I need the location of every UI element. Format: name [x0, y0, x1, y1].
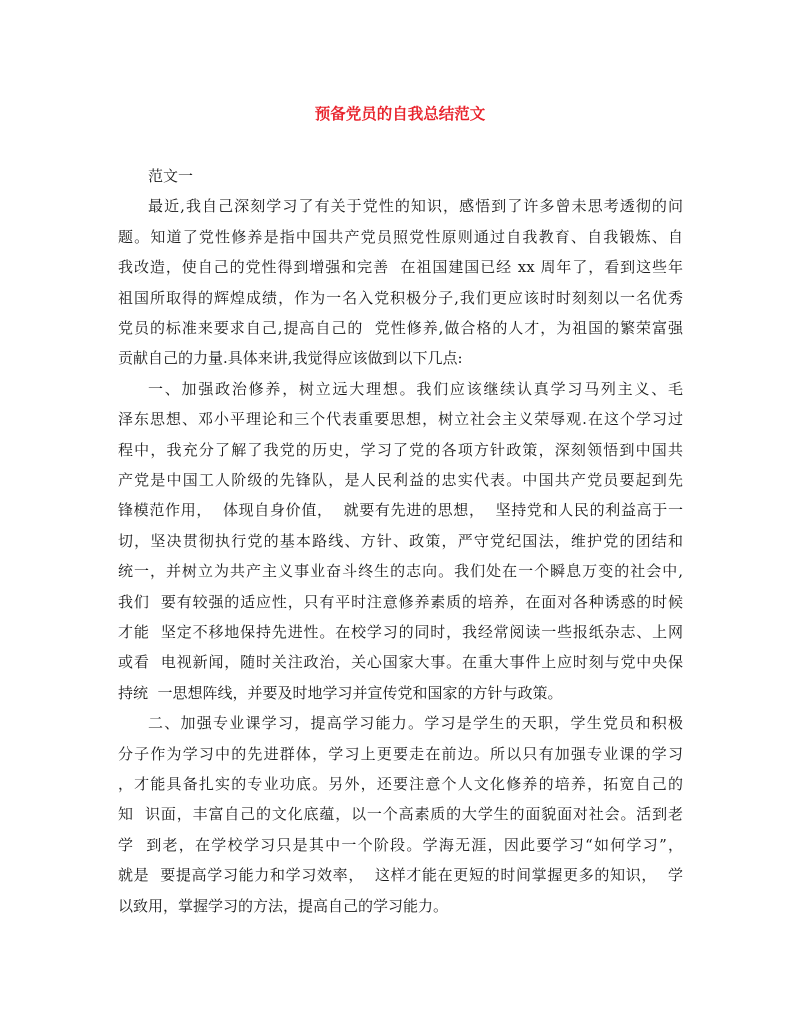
text-line: 程中，我充分了解了我党的历史，学习了党的各项方针政策，深刻领悟到中国共 — [118, 440, 683, 459]
text-line: 一、加强政治修养，树立远大理想。我们应该继续认真学习马列主义、毛 — [148, 379, 683, 398]
text-line: 党员的标准来要求自己,提高自己的 党性修养,做合格的人才，为祖国的繁荣富强 — [118, 319, 683, 337]
text-line: 题。知道了党性修养是指中国共产党员照党性原则通过自我教育、自我锻炼、自 — [118, 227, 683, 246]
text-line: 持统 一思想阵线，并要及时地学习并宣传党和国家的方针与政策。 — [118, 683, 563, 702]
text-line: 学 到老，在学校学习只是其中一个阶段。学海无涯，因此要学习“如何学习”， — [118, 835, 683, 854]
text-line: 祖国所取得的辉煌成绩，作为一名入党积极分子,我们更应该时时刻刻以一名优秀 — [118, 288, 683, 307]
text-line: 分子作为学习中的先进群体，学习上更要走在前边。所以只有加强专业课的学习 — [118, 744, 683, 763]
text-line: 最近,我自己深刻学习了有关于党性的知识，感悟到了许多曾未思考透彻的问 — [148, 197, 683, 216]
text-line: 切，坚决贯彻执行党的基本路线、方针、政策，严守党纪国法，维护党的团结和 — [118, 531, 683, 550]
text-line: 贡献自己的力量.具体来讲,我觉得应该做到以下几点: — [118, 349, 463, 368]
text-line: ，才能具备扎实的专业功底。另外，还要注意个人文化修养的培养，拓宽自己的 — [118, 775, 683, 793]
text-line: 我们 要有较强的适应性，只有平时注意修养素质的培养，在面对各种诱惑的时候 — [118, 592, 683, 611]
text-line: 统一，并树立为共产主义事业奋斗终生的志向。我们处在一个瞬息万变的社会中, — [118, 562, 683, 581]
text-line: 产党是中国工人阶级的先锋队，是人民利益的忠实代表。中国共产党员要起到先 — [118, 471, 683, 489]
text-line: 锋模范作用， 体现自身价值， 就要有先进的思想， 坚持党和人民的利益高于一 — [118, 501, 683, 520]
text-line: 或看 电视新闻，随时关注政治，关心国家大事。在重大事件上应时刻与党中央保 — [118, 653, 683, 672]
text-line: 泽东思想、邓小平理论和三个代表重要思想，树立社会主义荣辱观.在这个学习过 — [118, 410, 683, 429]
text-line: 就是 要提高学习能力和学习效率， 这样才能在更短的时间掌握更多的知识， 学 — [118, 866, 683, 885]
document-title: 预备党员的自我总结范文 — [314, 105, 486, 123]
text-line: 二、加强专业课学习，提高学习能力。学习是学生的天职，学生党员和积极 — [148, 714, 683, 733]
text-line: 范文一 — [148, 167, 194, 185]
text-line: 我改造，使自己的党性得到增强和完善 在祖国建国已经 xx 周年了，看到这些年 — [118, 258, 683, 277]
text-line: 知 识面，丰富自己的文化底蕴，以一个高素质的大学生的面貌面对社会。活到老 — [118, 805, 683, 824]
text-line: 以致用，掌握学习的方法，提高自己的学习能力。 — [118, 896, 449, 915]
text-line: 才能 坚定不移地保持先进性。在校学习的同时，我经常阅读一些报纸杂志、上网 — [118, 623, 683, 641]
